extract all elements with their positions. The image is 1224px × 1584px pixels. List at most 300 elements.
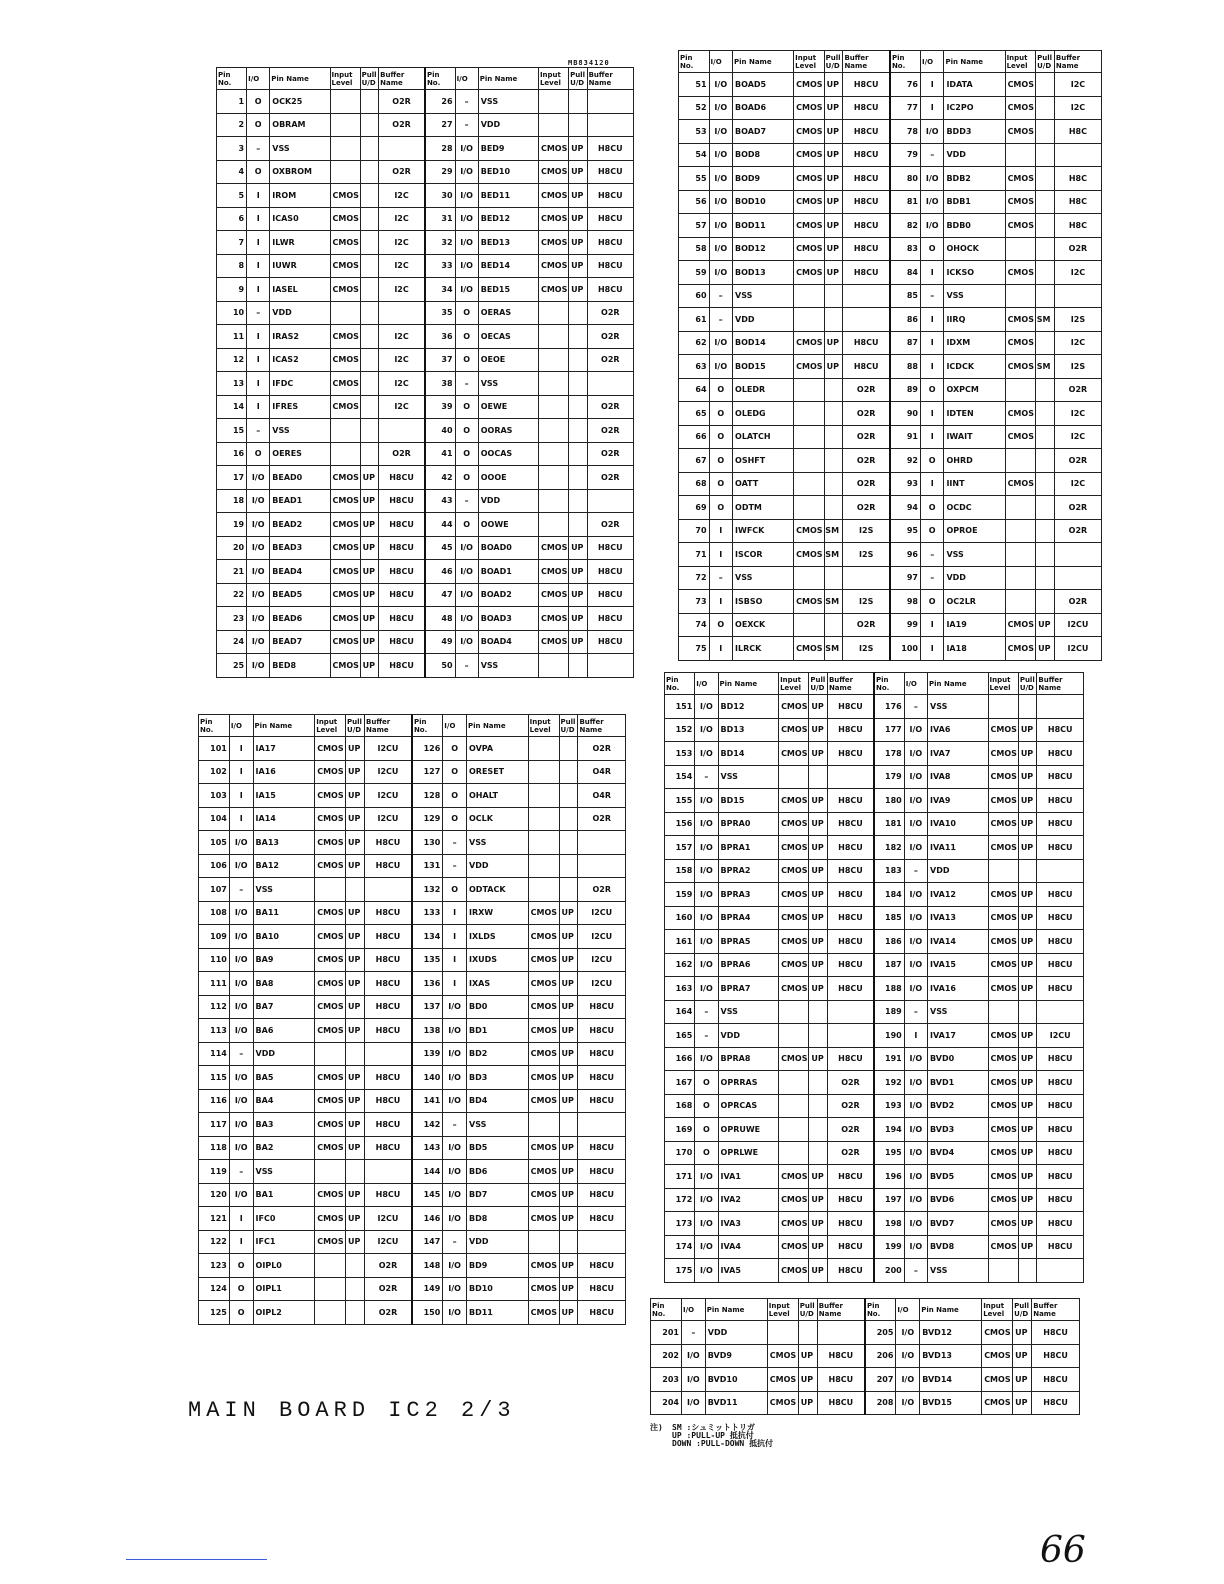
table-cell: 168: [665, 1094, 695, 1118]
table-cell: CMOS: [528, 901, 559, 925]
header-buffer: Buffer Name: [587, 68, 633, 90]
table-row: [217, 113, 634, 137]
table-cell: [1036, 543, 1055, 567]
table-cell: CMOS: [779, 977, 809, 1001]
table-cell: I: [247, 348, 270, 372]
table-cell: I/O: [695, 977, 718, 1001]
table-cell: 199: [874, 1235, 904, 1259]
table-cell: H8CU: [827, 789, 874, 813]
table-cell: [824, 472, 843, 496]
table-cell: [315, 1160, 346, 1184]
table-cell: BED9: [478, 137, 538, 161]
table-cell: BD14: [718, 742, 779, 766]
table-cell: IXLDS: [467, 925, 529, 949]
table-cell: 91: [890, 425, 921, 449]
header-io: I/O: [229, 715, 253, 737]
table-cell: O2R: [1054, 519, 1101, 543]
table-cell: I/O: [904, 1071, 927, 1095]
table-cell: [330, 419, 360, 443]
table-cell: CMOS: [538, 583, 568, 607]
table-cell: I2C: [379, 348, 425, 372]
table-cell: 107: [199, 878, 230, 902]
table-cell: I/O: [455, 137, 478, 161]
table-cell: CMOS: [315, 1113, 346, 1137]
table-row: [217, 607, 634, 631]
table-cell: CMOS: [528, 1019, 559, 1043]
table-cell: IVA6: [928, 718, 989, 742]
table-cell: [360, 90, 379, 114]
table-cell: IVA13: [928, 906, 989, 930]
table-cell: O: [455, 419, 478, 443]
table-cell: [1036, 96, 1055, 120]
table-cell: VSS: [733, 566, 794, 590]
header-io: I/O: [443, 715, 467, 737]
table-cell: 99: [890, 613, 921, 637]
table-row: [679, 284, 1102, 308]
table-row: [679, 237, 1102, 261]
table-cell: 173: [665, 1212, 695, 1236]
table-cell: [794, 472, 825, 496]
table-cell: BOAD4: [478, 630, 538, 654]
header-pin-no: Pin No.: [865, 1299, 896, 1321]
header-buffer: Buffer Name: [1054, 51, 1101, 73]
table-cell: IDTEN: [944, 402, 1005, 426]
table-cell: UP: [1018, 1188, 1037, 1212]
table-cell: BA7: [253, 995, 315, 1019]
table-cell: CMOS SM: [794, 543, 825, 567]
table-cell: 6: [217, 207, 247, 231]
table-cell: [538, 301, 568, 325]
table-cell: 16: [217, 442, 247, 466]
table-cell: I/O: [247, 466, 270, 490]
table-cell: IRAS2: [270, 325, 330, 349]
table-cell: I/O: [904, 1188, 927, 1212]
table-cell: VDD: [253, 1042, 315, 1066]
table-cell: CMOS: [779, 1212, 809, 1236]
legend-line-up: UP :PULL-UP 抵抗付: [672, 1431, 754, 1440]
table-cell: H8CU: [578, 1207, 626, 1231]
table-cell: I/O: [443, 1089, 467, 1113]
table-cell: O2R: [379, 113, 425, 137]
header-pull: Pull U/D: [360, 68, 379, 90]
pin-table-51-100: [678, 50, 1102, 661]
table-cell: [824, 566, 843, 590]
header-pull: Pull U/D: [824, 51, 843, 73]
table-cell: I/O: [695, 789, 718, 813]
header-pin-no: Pin No.: [890, 51, 921, 73]
table-cell: H8CU: [587, 160, 633, 184]
table-cell: 76: [890, 73, 921, 97]
table-cell: I/O: [709, 331, 732, 355]
table-cell: BVD14: [920, 1368, 982, 1392]
table-row: [217, 536, 634, 560]
table-cell: [538, 442, 568, 466]
table-cell: 39: [425, 395, 455, 419]
table-cell: H8CU: [365, 972, 412, 996]
table-cell: 93: [890, 472, 921, 496]
table-cell: CMOS: [528, 948, 559, 972]
table-row: [217, 301, 634, 325]
table-cell: IXUDS: [467, 948, 529, 972]
table-cell: BVD1: [928, 1071, 989, 1095]
table-cell: 50: [425, 654, 455, 678]
table-row: [665, 789, 1084, 813]
table-cell: UP: [346, 784, 365, 808]
table-cell: UP: [809, 718, 828, 742]
table-cell: OOWE: [478, 513, 538, 537]
table-cell: [538, 654, 568, 678]
table-cell: H8CU: [365, 854, 412, 878]
table-cell: 158: [665, 859, 695, 883]
table-row: [199, 1277, 626, 1301]
table-cell: H8CU: [365, 925, 412, 949]
table-cell: I/O: [681, 1344, 705, 1368]
table-cell: O: [455, 348, 478, 372]
table-row: [217, 442, 634, 466]
table-row: [199, 1254, 626, 1278]
table-cell: BOAD0: [478, 536, 538, 560]
table-cell: I2C: [379, 325, 425, 349]
table-cell: BVD13: [920, 1344, 982, 1368]
table-cell: O: [695, 1094, 718, 1118]
table-row: [217, 466, 634, 490]
table-cell: CMOS: [330, 325, 360, 349]
table-cell: O2R: [1054, 378, 1101, 402]
table-cell: I2C: [1054, 402, 1101, 426]
table-cell: IINT: [944, 472, 1005, 496]
table-cell: H8CU: [587, 254, 633, 278]
table-cell: I/O: [229, 925, 253, 949]
table-cell: O2R: [843, 402, 890, 426]
table-cell: BOAD6: [733, 96, 794, 120]
table-cell: H8CU: [1037, 1118, 1084, 1142]
table-cell: CMOS: [315, 1207, 346, 1231]
table-cell: 187: [874, 953, 904, 977]
table-cell: H8CU: [827, 1212, 874, 1236]
table-cell: 191: [874, 1047, 904, 1071]
table-cell: O: [920, 378, 943, 402]
table-cell: IDXM: [944, 331, 1005, 355]
table-cell: CMOS: [982, 1391, 1013, 1415]
table-cell: I/O: [904, 742, 927, 766]
table-cell: VDD: [467, 854, 529, 878]
header-input-level: Input Level: [982, 1299, 1013, 1321]
table-cell: H8CU: [578, 1160, 626, 1184]
table-cell: [538, 489, 568, 513]
table-cell: CMOS: [988, 789, 1018, 813]
table-cell: 81: [890, 190, 921, 214]
table-cell: 29: [425, 160, 455, 184]
table-cell: I/O: [904, 906, 927, 930]
table-cell: [360, 207, 379, 231]
table-cell: OEOE: [478, 348, 538, 372]
header-pin-no: Pin No.: [679, 51, 710, 73]
table-cell: UP: [360, 536, 379, 560]
table-cell: UP: [809, 859, 828, 883]
table-cell: [528, 760, 559, 784]
table-cell: H8CU: [365, 1066, 412, 1090]
table-cell: 82: [890, 214, 921, 238]
table-cell: UP: [809, 883, 828, 907]
table-row: [665, 765, 1084, 789]
table-cell: UP: [1018, 1235, 1037, 1259]
table-cell: UP: [1013, 1391, 1032, 1415]
table-row: [217, 137, 634, 161]
table-cell: VSS: [928, 1000, 989, 1024]
table-cell: H8CU: [827, 930, 874, 954]
table-cell: 7: [217, 231, 247, 255]
table-cell: [779, 1118, 809, 1142]
table-cell: CMOS: [315, 737, 346, 761]
table-cell: BD15: [718, 789, 779, 813]
table-cell: 155: [665, 789, 695, 813]
table-cell: UP: [798, 1368, 817, 1392]
table-cell: H8CU: [587, 630, 633, 654]
table-cell: BA8: [253, 972, 315, 996]
table-cell: BVD12: [920, 1321, 982, 1345]
table-cell: [578, 831, 626, 855]
table-cell: O2R: [587, 395, 633, 419]
table-row: [199, 784, 626, 808]
header-pin-no: Pin No.: [199, 715, 230, 737]
table-cell: 13: [217, 372, 247, 396]
table-cell: [330, 442, 360, 466]
table-cell: 143: [412, 1136, 443, 1160]
table-cell: H8CU: [365, 1183, 412, 1207]
table-row: [217, 90, 634, 114]
table-cell: 98: [890, 590, 921, 614]
table-cell: [1005, 378, 1036, 402]
table-cell: [779, 765, 809, 789]
table-cell: O2R: [827, 1141, 874, 1165]
table-cell: I/O: [247, 607, 270, 631]
table-cell: [809, 1024, 828, 1048]
header-io: I/O: [920, 51, 943, 73]
table-cell: [794, 284, 825, 308]
table-cell: I/O: [695, 1165, 718, 1189]
table-cell: [379, 137, 425, 161]
table-cell: H8CU: [827, 859, 874, 883]
table-cell: 5: [217, 184, 247, 208]
table-cell: VSS: [718, 1000, 779, 1024]
table-cell: I2S: [843, 637, 890, 661]
table-cell: 203: [651, 1368, 682, 1392]
table-cell: UP: [569, 231, 588, 255]
table-cell: 27: [425, 113, 455, 137]
table-row: [199, 972, 626, 996]
table-row: [199, 995, 626, 1019]
table-cell: O2R: [827, 1071, 874, 1095]
table-cell: I/O: [681, 1391, 705, 1415]
table-cell: 32: [425, 231, 455, 255]
table-cell: [1037, 1000, 1084, 1024]
table-cell: BOAD2: [478, 583, 538, 607]
table-cell: UP: [346, 1019, 365, 1043]
table-cell: CMOS: [528, 1042, 559, 1066]
table-cell: H8CU: [827, 1259, 874, 1283]
table-cell: 154: [665, 765, 695, 789]
table-cell: I/O: [896, 1321, 920, 1345]
table-cell: CMOS: [1005, 425, 1036, 449]
table-cell: UP: [824, 355, 843, 379]
table-cell: UP: [360, 654, 379, 678]
table-cell: I/O: [709, 237, 732, 261]
table-cell: 188: [874, 977, 904, 1001]
table-cell: I/O: [455, 207, 478, 231]
table-cell: –: [904, 1000, 927, 1024]
table-row: [679, 261, 1102, 285]
legend: [650, 1423, 774, 1448]
table-cell: [559, 737, 578, 761]
table-cell: –: [920, 143, 943, 167]
table-cell: I/O: [920, 120, 943, 144]
table-cell: H8CU: [817, 1368, 865, 1392]
header-pull: Pull U/D: [346, 715, 365, 737]
table-cell: [1018, 1259, 1037, 1283]
table-cell: ODTACK: [467, 878, 529, 902]
table-cell: –: [455, 90, 478, 114]
table-row: [679, 73, 1102, 97]
table-cell: 149: [412, 1277, 443, 1301]
table-cell: O2R: [587, 466, 633, 490]
table-cell: BOD15: [733, 355, 794, 379]
table-cell: UP: [360, 489, 379, 513]
table-cell: 161: [665, 930, 695, 954]
table-cell: CMOS: [528, 1254, 559, 1278]
table-cell: H8CU: [1037, 1165, 1084, 1189]
table-cell: IA16: [253, 760, 315, 784]
table-cell: [360, 113, 379, 137]
table-cell: I2C: [1054, 425, 1101, 449]
table-row: [665, 812, 1084, 836]
table-cell: H8CU: [827, 718, 874, 742]
table-cell: CMOS: [779, 695, 809, 719]
table-cell: [587, 654, 633, 678]
table-cell: 25: [217, 654, 247, 678]
table-cell: UP: [360, 560, 379, 584]
table-cell: [794, 402, 825, 426]
table-cell: VSS: [928, 695, 989, 719]
table-cell: VDD: [944, 566, 1005, 590]
table-cell: I2CU: [1054, 637, 1101, 661]
table-cell: [315, 878, 346, 902]
table-cell: H8CU: [1037, 930, 1084, 954]
table-cell: UP: [809, 1047, 828, 1071]
pin-table: [198, 714, 626, 1325]
table-cell: BPRA1: [718, 836, 779, 860]
table-cell: 75: [679, 637, 710, 661]
table-cell: BDB0: [944, 214, 1005, 238]
table-cell: VSS: [733, 284, 794, 308]
table-cell: 35: [425, 301, 455, 325]
table-cell: BVD0: [928, 1047, 989, 1071]
table-cell: CMOS: [538, 207, 568, 231]
table-cell: 45: [425, 536, 455, 560]
table-cell: [346, 1301, 365, 1325]
table-cell: I/O: [709, 73, 732, 97]
table-cell: CMOS SM: [794, 590, 825, 614]
table-cell: O: [455, 395, 478, 419]
table-cell: 62: [679, 331, 710, 355]
table-cell: [794, 566, 825, 590]
table-cell: 174: [665, 1235, 695, 1259]
table-cell: UP: [1018, 883, 1037, 907]
table-cell: 195: [874, 1141, 904, 1165]
table-cell: H8CU: [1037, 836, 1084, 860]
table-cell: UP: [346, 1230, 365, 1254]
table-cell: O: [695, 1071, 718, 1095]
table-cell: 48: [425, 607, 455, 631]
table-cell: BD8: [467, 1207, 529, 1231]
table-row: [199, 1089, 626, 1113]
table-cell: H8CU: [578, 1042, 626, 1066]
table-cell: H8CU: [1037, 812, 1084, 836]
table-cell: H8CU: [1037, 883, 1084, 907]
table-row: [199, 878, 626, 902]
table-cell: UP: [809, 695, 828, 719]
table-cell: IWFCK: [733, 519, 794, 543]
header-pin-name: Pin Name: [705, 1299, 767, 1321]
table-cell: 207: [865, 1368, 896, 1392]
table-cell: I/O: [443, 1066, 467, 1090]
table-cell: CMOS: [794, 143, 825, 167]
table-cell: [779, 1071, 809, 1095]
table-cell: 12: [217, 348, 247, 372]
table-cell: UP: [809, 742, 828, 766]
table-cell: UP: [569, 160, 588, 184]
table-cell: I/O: [695, 718, 718, 742]
table-cell: BVD6: [928, 1188, 989, 1212]
table-cell: CMOS: [1005, 214, 1036, 238]
table-cell: [1005, 284, 1036, 308]
table-cell: UP: [809, 836, 828, 860]
table-row: [665, 906, 1084, 930]
table-cell: I: [920, 308, 943, 332]
table-cell: I/O: [247, 654, 270, 678]
table-cell: CMOS: [988, 930, 1018, 954]
table-cell: UP: [824, 214, 843, 238]
table-cell: I2C: [1054, 331, 1101, 355]
table-cell: BED13: [478, 231, 538, 255]
table-cell: UP: [1018, 953, 1037, 977]
table-cell: O: [695, 1118, 718, 1142]
table-cell: 24: [217, 630, 247, 654]
table-cell: I/O: [904, 765, 927, 789]
table-cell: I/O: [904, 718, 927, 742]
table-row: [199, 1042, 626, 1066]
table-cell: IVA11: [928, 836, 989, 860]
table-cell: UP: [569, 278, 588, 302]
table-cell: I2CU: [1054, 613, 1101, 637]
table-cell: O: [247, 113, 270, 137]
table-cell: 8: [217, 254, 247, 278]
table-cell: 196: [874, 1165, 904, 1189]
table-cell: OPRUWE: [718, 1118, 779, 1142]
table-cell: I: [247, 395, 270, 419]
table-cell: [569, 489, 588, 513]
table-cell: H8CU: [365, 1019, 412, 1043]
table-cell: BOD8: [733, 143, 794, 167]
table-cell: UP: [1018, 789, 1037, 813]
table-cell: [1036, 590, 1055, 614]
table-cell: UP: [1018, 765, 1037, 789]
table-cell: BOD12: [733, 237, 794, 261]
table-cell: OLEDG: [733, 402, 794, 426]
table-cell: 115: [199, 1066, 230, 1090]
table-cell: VSS: [944, 284, 1005, 308]
pin-table-151-200: [664, 672, 1084, 1283]
table-cell: 128: [412, 784, 443, 808]
